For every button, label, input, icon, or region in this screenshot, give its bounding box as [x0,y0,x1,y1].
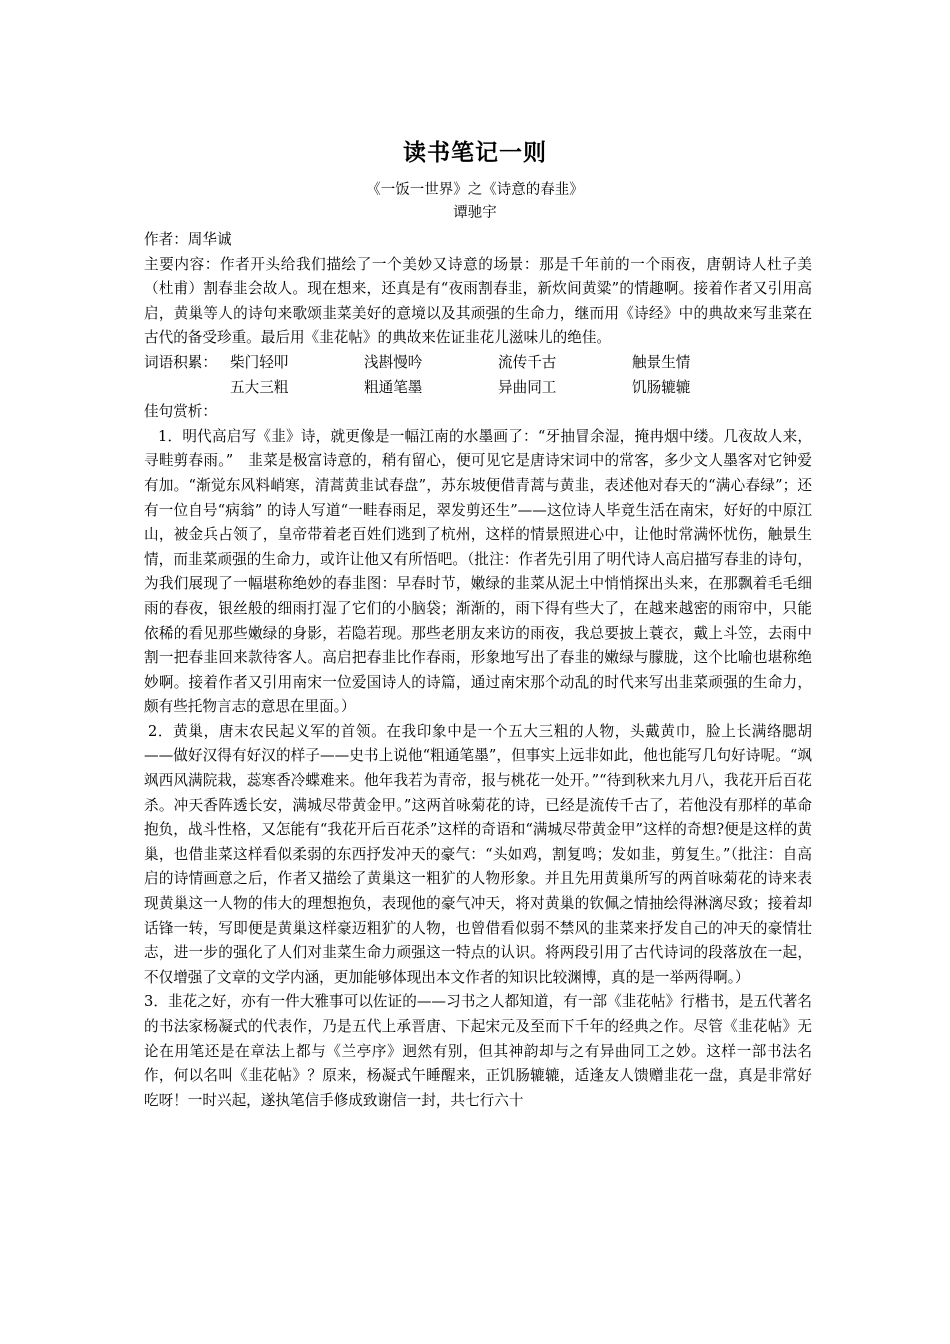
document-subtitle: 《一饭一世界》之《诗意的春韭》 [366,182,584,198]
vocab-row-2 [144,376,812,401]
vocab-item: 异曲同工 [498,378,557,396]
appreciation-label: 佳句赏析： [144,403,217,421]
vocab-item: 粗通笔墨 [364,378,423,396]
vocab-label: 词语积累： [144,353,217,371]
vocab-item: 饥肠辘辘 [632,378,691,396]
document-body [144,228,812,1113]
vocab-item: 流传千古 [498,353,557,371]
author-line: 作者：周华诚 [144,231,232,248]
appreciation-paragraph-1: 1．明代高启写《韭》诗，就更像是一幅江南的水墨画了：“牙抽冒余湿，掩冉烟中缕。几夜故人来，寻畦剪春雨。” 韭菜是极富诗意的，稍有留心，便可见它是唐诗宋词中的常客，多少文人墨客对它钟爱有加。“渐觉东风料峭寒，清蒿黄韭试春盘”，苏东坡便借青蒿与黄韭，表述他对春天的“满心春绿”；还有一位自号“病翁” 的诗人写道“一畦春雨足，翠发剪还生”——这位诗人毕竟生活在南宋，好好的中原江山，被金兵占领了，皇帝带着老百姓们逃到了杭州，这样的情景照进心中，让他时常满怀忧伤，触景生情，而韭菜顽强的生命力，或许让他又有所悟吧。（批注：作者先引用了明代诗人高启描写春韭的诗句，为我们展现了一幅堪称绝妙的春韭图：早春时节，嫩绿的韭菜从泥土中悄悄探出头来，在那飘着毛毛细雨的春夜，银丝般的细雨打湿了它们的小脑袋；渐渐的，雨下得有些大了，在越来越密的雨帘中，只能依稀的看见那些嫩绿的身影，若隐若现。那些老朋友来访的雨夜，我总要披上蓑衣，戴上斗笠，去雨中割一把春韭回来款待客人。高启把春韭比作春雨，形象地写出了春韭的嫩绿与朦胧，这个比喻也堪称绝妙啊。接着作者又引用南宋一位爱国诗人的诗篇，通过南宋那个动乱的时代来写出韭菜顽强的生命力，颇有些托物言志的意思在里面。） [144,427,812,716]
vocab-item: 触景生情 [632,353,691,371]
appreciation-paragraph-3: 3．韭花之好，亦有一件大雅事可以佐证的——习书之人都知道，有一部《韭花帖》行楷书，是五代著名的书法家杨凝式的代表作，乃是五代上承晋唐、下起宋元及至而下千年的经典之作。尽管《韭花帖》无论在用笔还是在章法上都与《兰亭序》迥然有别，但其神韵却与之有异曲同工之妙。这样一部书法名作，何以名叫《韭花帖》？原来，杨凝式午睡醒来，正饥肠辘辘，适逢友人馈赠韭花一盘，真是非常好吃呀！一时兴起，遂执笔信手修成致谢信一封，共七行六十 [144,993,812,1109]
vocab-row-1 [144,351,812,376]
vocab-item: 浅斟慢吟 [364,353,423,371]
note-author: 谭驰宇 [453,205,497,221]
main-content-paragraph: 主要内容：作者开头给我们描绘了一个美妙又诗意的场景：那是千年前的一个雨夜，唐朝诗人杜子美（杜甫）割春韭会故人。现在想来，还真是有“夜雨割春韭，新炊间黄粱”的情趣啊。接着作者又引用高启，黄巢等人的诗句来歌颂韭菜美好的意境以及其顽强的生命力，继而用《诗经》中的典故来写韭菜在古代的备受珍重。最后用《韭花帖》的典故来佐证韭花儿滋味儿的绝佳。 [144,255,812,347]
vocab-item: 柴门轻叩 [230,353,289,371]
vocab-label-spacer [144,376,230,401]
vocab-item: 五大三粗 [230,378,289,396]
appreciation-paragraph-2: 2．黄巢，唐末农民起义军的首领。在我印象中是一个五大三粗的人物，头戴黄巾，脸上长满络腮胡——做好汉得有好汉的样子——史书上说他“粗通笔墨”，但事实上远非如此，他也能写几句好诗呢。“飒飒西风满院栽，蕊寒香冷蝶难来。他年我若为青帝，报与桃花一处开。”“待到秋来九月八，我花开后百花杀。冲天香阵透长安，满城尽带黄金甲。”这两首咏菊花的诗，已经是流传千古了，若他没有那样的革命抱负，战斗性格，又怎能有“我花开后百花杀”这样的奇语和“满城尽带黄金甲”这样的奇想?便是这样的黄巢，也借韭菜这样看似柔弱的东西抒发冲天的豪气：“头如鸡，割复鸣；发如韭，剪复生。”（批注：自高启的诗情画意之后，作者又描绘了黄巢这一粗犷的人物形象。并且先用黄巢所写的两首咏菊花的诗来表现黄巢这一人物的伟大的理想抱负，表现他的豪气冲天，将对黄巢的钦佩之情抽绘得淋漓尽致；接着却话锋一转，写即便是黄巢这样豪迈粗犷的人物，也曾借看似弱不禁风的韭菜来抒发自己的冲天的豪情壮志，进一步的强化了人们对韭菜生命力顽强这一特点的认识。将两段引用了古代诗词的段落放在一起，不仅增强了文章的文学内涵，更加能够体现出本文作者的知识比较渊博，真的是一举两得啊。） [144,722,812,986]
document-title: 读书笔记一则 [403,139,547,166]
